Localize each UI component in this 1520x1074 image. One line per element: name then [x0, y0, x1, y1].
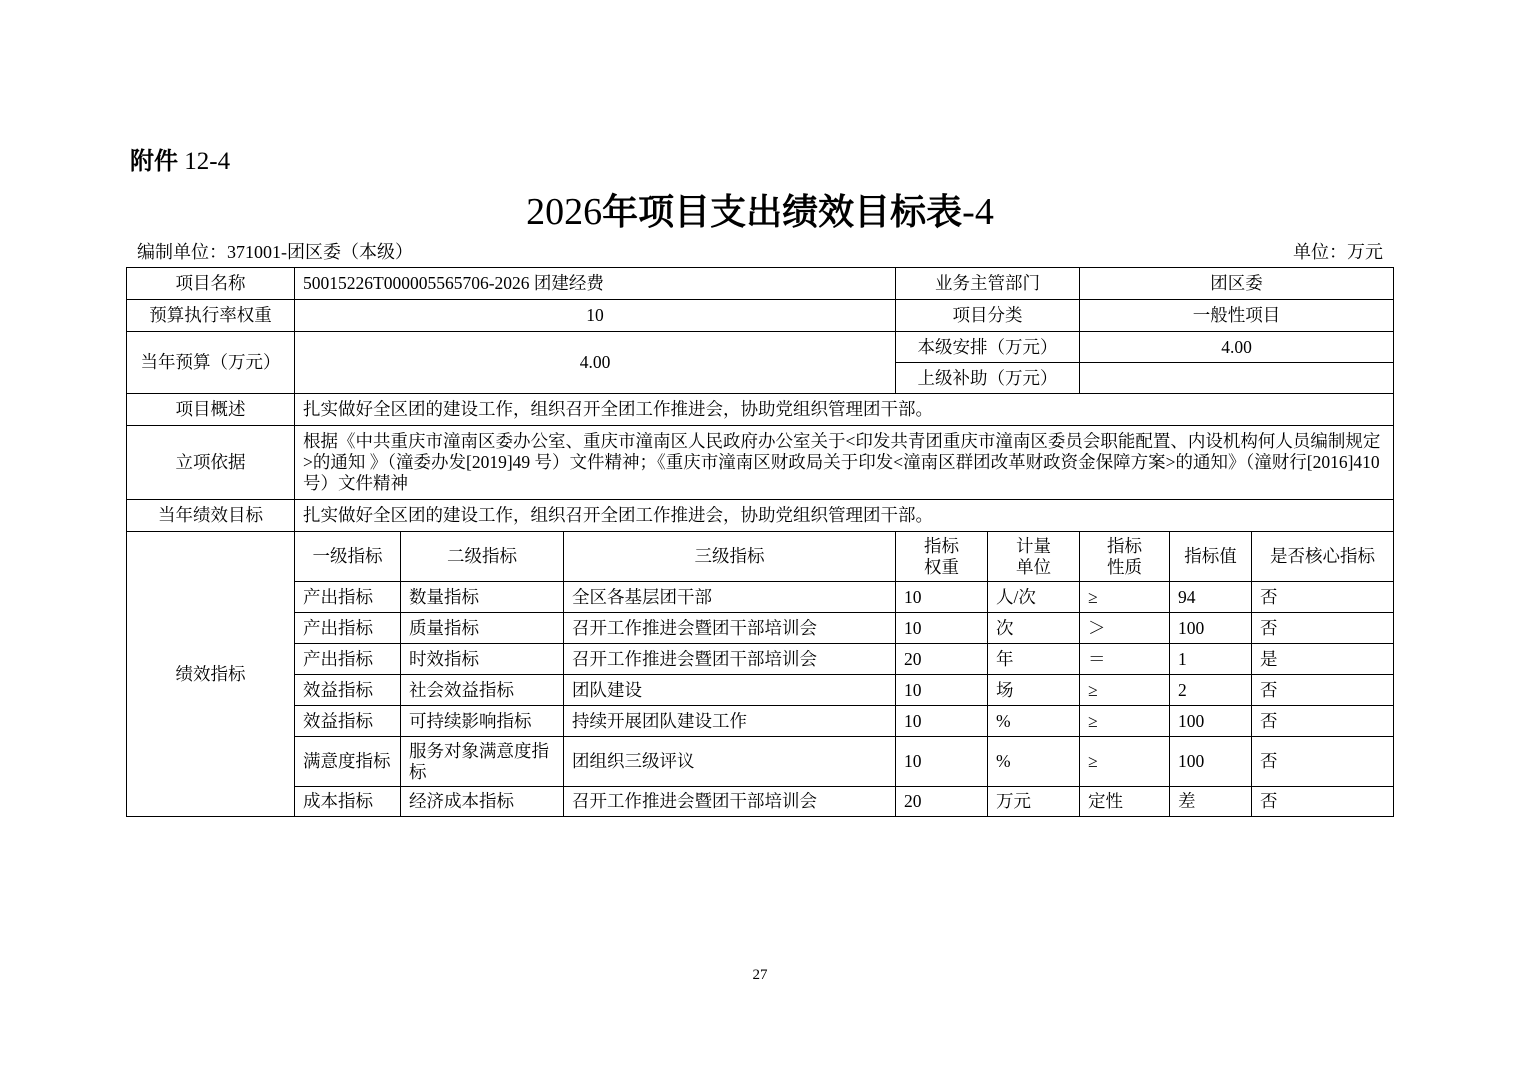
cell-value: 94	[1170, 582, 1252, 613]
cell-level2: 服务对象满意度指标	[401, 737, 564, 787]
cell-core: 否	[1252, 737, 1394, 787]
header-unit-line2: 单位	[1016, 556, 1051, 577]
row-project-name	[127, 268, 1394, 300]
cell-level1: 满意度指标	[295, 737, 401, 787]
cell-unit: %	[988, 706, 1080, 737]
category-label: 项目分类	[896, 300, 1080, 332]
cell-level1: 效益指标	[295, 675, 401, 706]
currency-unit: 单位：万元	[1293, 242, 1383, 262]
header-weight	[896, 532, 988, 582]
table-row	[127, 737, 1394, 787]
cell-level3: 团组织三级评议	[564, 737, 896, 787]
cell-core: 否	[1252, 706, 1394, 737]
header-nature-line2: 性质	[1107, 556, 1142, 577]
cell-core: 否	[1252, 582, 1394, 613]
upper-label: 上级补助（万元）	[896, 363, 1080, 394]
cell-level1: 产出指标	[295, 582, 401, 613]
header-nature-line1: 指标	[1107, 535, 1142, 556]
header-unit-line1: 计量	[1016, 535, 1051, 556]
perf-header-row	[127, 532, 1394, 582]
cell-core: 否	[1252, 787, 1394, 817]
dept-value: 团区委	[1080, 268, 1394, 300]
local-label: 本级安排（万元）	[896, 332, 1080, 363]
row-goal	[127, 500, 1394, 532]
header-unit	[988, 532, 1080, 582]
cell-unit: 次	[988, 613, 1080, 644]
cell-value: 100	[1170, 613, 1252, 644]
table-row	[127, 613, 1394, 644]
row-weight	[127, 300, 1394, 332]
project-name-value: 50015226T000005565706-2026 团建经费	[295, 268, 896, 300]
header-value: 指标值	[1170, 532, 1252, 582]
table-row	[127, 706, 1394, 737]
cell-weight: 10	[896, 706, 988, 737]
cell-weight: 10	[896, 613, 988, 644]
cell-level1: 效益指标	[295, 706, 401, 737]
cell-unit: 人/次	[988, 582, 1080, 613]
title-text: 年项目支出绩效目标表	[602, 192, 963, 233]
page-title	[0, 189, 1520, 236]
header-level2: 二级指标	[401, 532, 564, 582]
cell-nature: 定性	[1080, 787, 1170, 817]
cell-unit: 场	[988, 675, 1080, 706]
row-basis	[127, 426, 1394, 500]
cell-weight: 10	[896, 582, 988, 613]
cell-nature: ≥	[1080, 737, 1170, 787]
header-weight-line2: 权重	[924, 556, 959, 577]
attachment-label	[130, 146, 230, 177]
upper-value	[1080, 363, 1394, 394]
cell-level3: 召开工作推进会暨团干部培训会	[564, 787, 896, 817]
cell-level3: 全区各基层团干部	[564, 582, 896, 613]
cell-unit: 年	[988, 644, 1080, 675]
cell-core: 是	[1252, 644, 1394, 675]
header-nature	[1080, 532, 1170, 582]
cell-unit: %	[988, 737, 1080, 787]
cell-level3: 召开工作推进会暨团干部培训会	[564, 613, 896, 644]
cell-level2: 数量指标	[401, 582, 564, 613]
header-level1: 一级指标	[295, 532, 401, 582]
cell-weight: 20	[896, 644, 988, 675]
cell-level3: 持续开展团队建设工作	[564, 706, 896, 737]
header-level3: 三级指标	[564, 532, 896, 582]
overview-value: 扎实做好全区团的建设工作，组织召开全团工作推进会，协助党组织管理团干部。	[295, 394, 1394, 426]
table-row	[127, 787, 1394, 817]
project-name-label: 项目名称	[127, 268, 295, 300]
header-core: 是否核心指标	[1252, 532, 1394, 582]
overview-label: 项目概述	[127, 394, 295, 426]
goal-label: 当年绩效目标	[127, 500, 295, 532]
cell-nature: ≥	[1080, 675, 1170, 706]
weight-value: 10	[295, 300, 896, 332]
cell-weight: 10	[896, 675, 988, 706]
title-year: 2026	[526, 191, 603, 233]
attachment-word: 附件	[130, 147, 178, 175]
cell-level1: 成本指标	[295, 787, 401, 817]
perf-label: 绩效指标	[127, 532, 295, 817]
cell-value: 1	[1170, 644, 1252, 675]
cell-nature: ≥	[1080, 582, 1170, 613]
goal-value: 扎实做好全区团的建设工作，组织召开全团工作推进会，协助党组织管理团干部。	[295, 500, 1394, 532]
row-overview	[127, 394, 1394, 426]
row-budget	[127, 332, 1394, 363]
cell-level1: 产出指标	[295, 644, 401, 675]
cell-weight: 10	[896, 737, 988, 787]
table-row	[127, 675, 1394, 706]
attachment-number: 12-4	[178, 148, 231, 175]
table-row	[127, 582, 1394, 613]
cell-level2: 经济成本指标	[401, 787, 564, 817]
cell-nature: ≥	[1080, 706, 1170, 737]
cell-value: 差	[1170, 787, 1252, 817]
page-number: 27	[752, 967, 768, 983]
dept-label: 业务主管部门	[896, 268, 1080, 300]
budget-label: 当年预算（万元）	[127, 332, 295, 394]
cell-level2: 社会效益指标	[401, 675, 564, 706]
weight-label: 预算执行率权重	[127, 300, 295, 332]
basis-label: 立项依据	[127, 426, 295, 500]
cell-level2: 质量指标	[401, 613, 564, 644]
cell-weight: 20	[896, 787, 988, 817]
cell-value: 100	[1170, 706, 1252, 737]
performance-table	[126, 267, 1394, 817]
cell-nature: ＝	[1080, 644, 1170, 675]
header-weight-line1: 指标	[924, 535, 959, 556]
budget-value: 4.00	[295, 332, 896, 394]
cell-nature: ＞	[1080, 613, 1170, 644]
basis-value: 根据《中共重庆市潼南区委办公室、重庆市潼南区人民政府办公室关于<印发共青团重庆市潼南区委员会职能配置、内设机构何人员编制规定>的通知 》（潼委办发[2019]49 号）文件精神；《重庆市潼南区财政局关于印发<潼南区群团改革财政资金保障方案>的通知》（潼财行[2016]410 号）文件精神	[295, 426, 1394, 500]
category-value: 一般性项目	[1080, 300, 1394, 332]
cell-level1: 产出指标	[295, 613, 401, 644]
table-row	[127, 644, 1394, 675]
local-value: 4.00	[1080, 332, 1394, 363]
cell-level3: 团队建设	[564, 675, 896, 706]
cell-core: 否	[1252, 675, 1394, 706]
title-suffix: -4	[962, 191, 994, 233]
compiler-unit: 编制单位：371001-团区委（本级）	[137, 242, 413, 262]
cell-level3: 召开工作推进会暨团干部培训会	[564, 644, 896, 675]
cell-level2: 时效指标	[401, 644, 564, 675]
cell-value: 100	[1170, 737, 1252, 787]
cell-level2: 可持续影响指标	[401, 706, 564, 737]
cell-unit: 万元	[988, 787, 1080, 817]
cell-core: 否	[1252, 613, 1394, 644]
cell-value: 2	[1170, 675, 1252, 706]
